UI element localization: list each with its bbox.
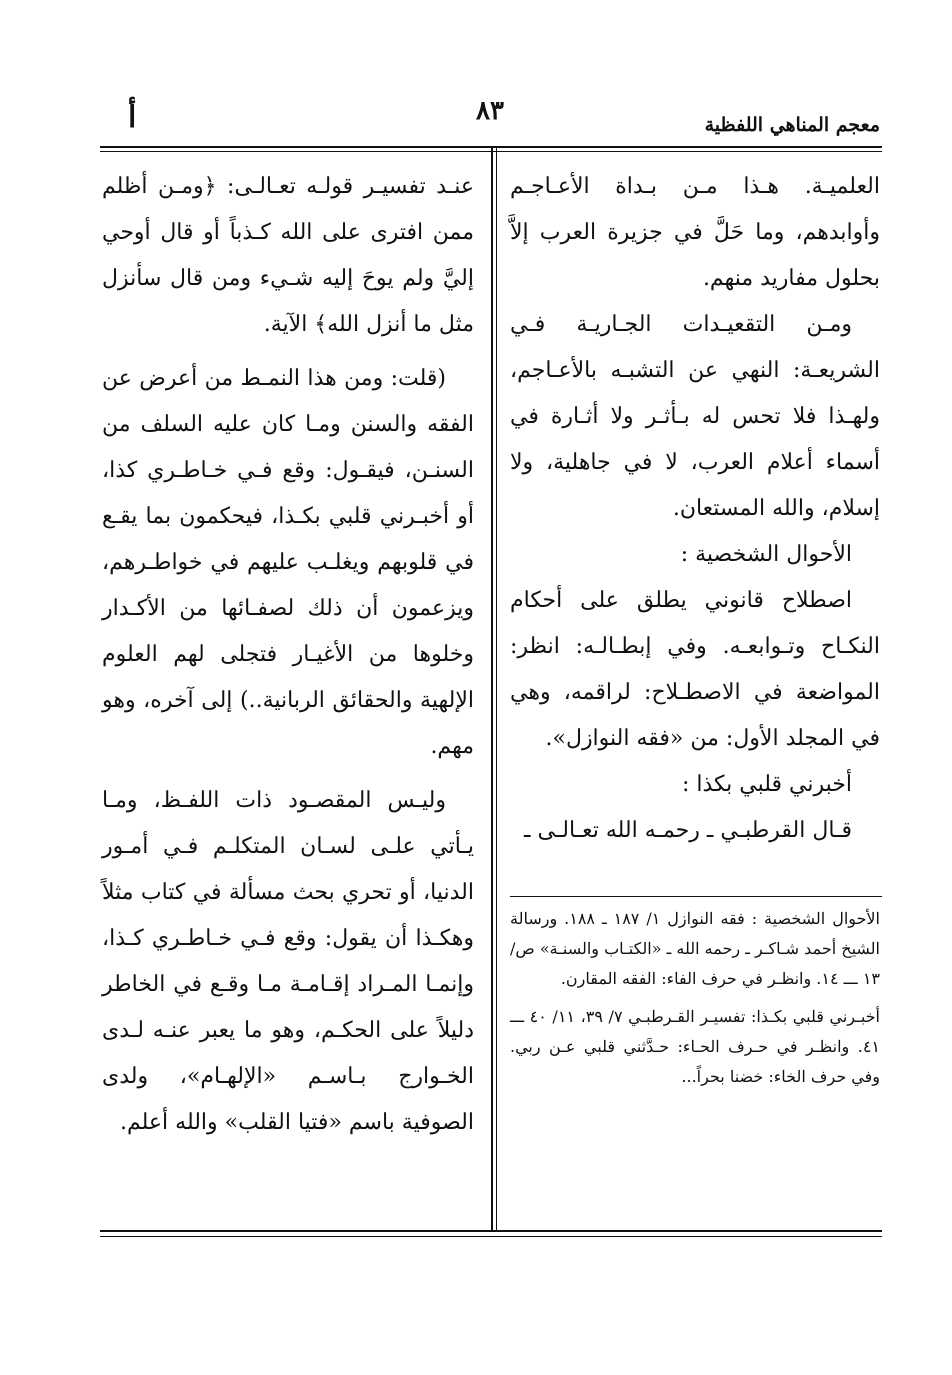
footnote: الأحوال الشخصية : فقه النوازل ١/ ١٨٧ ـ ١٨٨. ورسالة الشيخ أحمد شـاكـر ـ رحمه الله ـ «الكتـاب والسنـة» ص/ ١٣ ـــ ١٤. وانظـر في حرف الفاء: الفقه المقارن. <box>510 909 881 988</box>
running-header <box>100 96 880 142</box>
footnotes <box>510 904 880 1092</box>
book-title: معجم المناهي اللفظية <box>704 114 880 136</box>
entry-heading: الأحوال الشخصية : <box>680 542 852 567</box>
footnote: أخبـرني قلبي بكـذا: تفسيـر القـرطبـي ٧/ ٣٩، ١١/ ٤٠ ـــ ٤١. وانظـر في حـرف الحـاء: حـدَّثني قلبي عـن ربي. وفي حرف الخاء: خضنا بحراً... <box>510 1007 880 1086</box>
entry-heading: أخبرني قلبي بكذا : <box>681 772 852 797</box>
column-divider-thin <box>496 148 497 1230</box>
paragraph: اصطلاح قانوني يطلق على أحكام النكـاح وتـوابعـه. وفي إبطـالـه: انظر: المواضعة في الاصطـلاح: لراقمه، وهي في المجلد الأول: من «فقه النوازل». <box>510 588 880 751</box>
footer-rule-thin <box>100 1236 882 1237</box>
right-column <box>510 164 880 854</box>
footer-rule <box>100 1230 882 1232</box>
paragraph: ومـن التقعيـدات الجـاريـة فـي الشريعـة: النهي عن التشبـه بالأعـاجم، ولهـذا فلا تحس له بـأثـر ولا أثـارة في أسماء أعلام العرب، لا في جاهلية، ولا إسلام، والله المستعان. <box>510 312 880 521</box>
paragraph: وليـس المقصـود ذات اللفـظ، ومـا يـأتي علـى لسـان المتكلـم فـي أمـور الدنيا، أو تحري بحث مسألة في كتاب مثلاً وهكـذا أن يقول: وقع فـي خـاطـري كـذا، وإنمـا المـراد إقـامـة مـا وقـع في الخاطر دليلاً على الحكـم، وهو ما يعبر عنـه لـدى الخـوارج بـاسـم «الإلهـام»، ولدى الصوفية باسم «فتيا القلب» والله أعلم. <box>102 788 474 1135</box>
footnote-separator <box>510 896 882 897</box>
paragraph: عنـد تفسيـر قولـه تعـالـى: ﴿ومـن أظلم ممن افترى على الله كـذباً أو قال أوحي إليَّ ولم يوحَ إليه شـيء ومن قال سأنزل مثل ما أنزل الله﴾ الآية. <box>102 174 474 337</box>
page-number: ٨٣ <box>476 96 504 126</box>
section-letter: أ <box>128 100 137 135</box>
paragraph: قـال القرطبـي ـ رحمـه الله تعـالـى ـ <box>524 818 852 843</box>
paragraph: العلميـة. هـذا مـن بـداة الأعـاجـم وأوابدهم، وما حَلَّ في جزيرة العرب إلاَّ بحلول مفاريد منهم. <box>510 174 880 291</box>
paragraph: (قلت: ومن هذا النمـط من أعرض عن الفقه والسنن ومـا كان عليه السلف من السنـن، فيقـول: وقع فـي خـاطـري كذا، أو أخبـرني قلبي بكـذا، فيحكمون بما يقـع في قلوبهم ويغلـب عليهم في خواطـرهم، ويزعمون أن ذلك لصفـائها من الأكـدار وخلوها من الأغيـار فتجلى لهم العلوم الإلهية والحقائق الربانية..) إلى آخره، وهو مهم. <box>102 366 474 759</box>
left-column <box>102 164 474 1146</box>
column-divider <box>491 148 493 1230</box>
